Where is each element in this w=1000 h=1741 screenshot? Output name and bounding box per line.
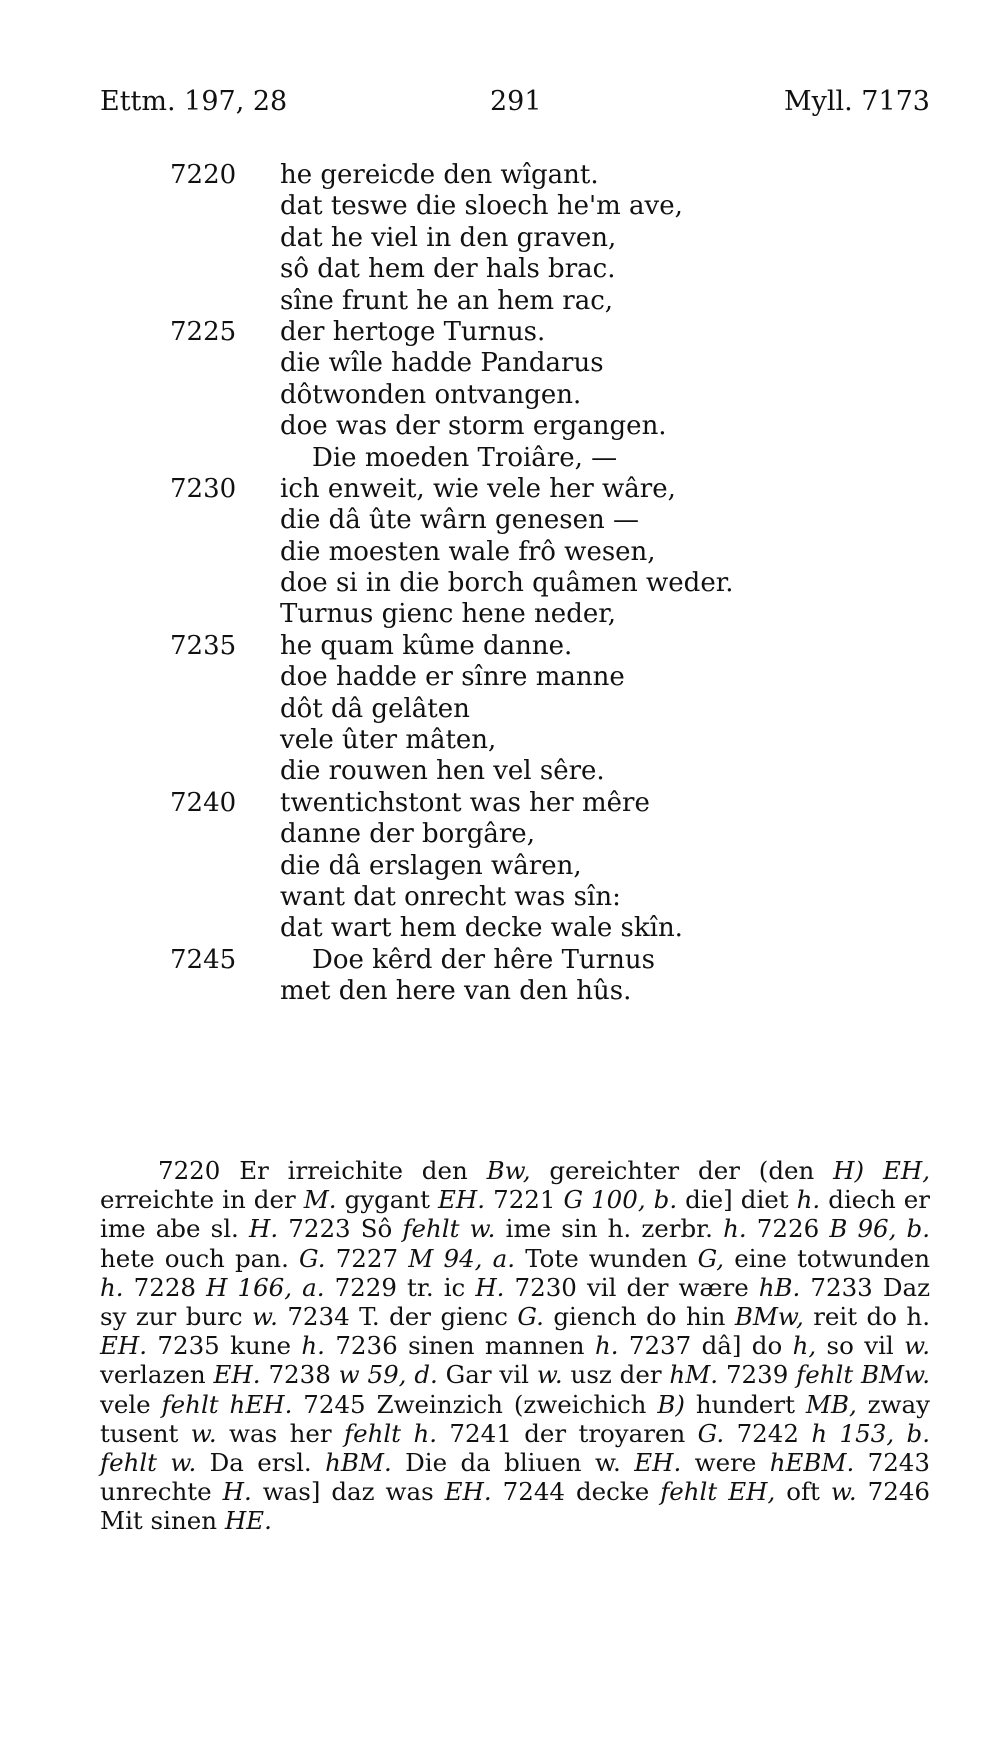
line-number: 7230: [170, 473, 237, 504]
note-text: die] diet: [677, 1185, 797, 1215]
verse-line: [170, 756, 830, 787]
note-text: 7229 tr. ic: [324, 1272, 476, 1302]
siglum: w.: [904, 1331, 930, 1361]
siglum: H): [833, 1156, 865, 1185]
siglum: hB.: [758, 1272, 801, 1302]
verse-line: [170, 505, 830, 536]
verse-line: [170, 725, 830, 756]
note-text: usz der: [562, 1360, 670, 1390]
siglum: fehlt w.: [402, 1214, 496, 1244]
note-text: so vil: [816, 1331, 905, 1361]
siglum: fehlt BMw.: [796, 1360, 930, 1390]
note-text: 7235 kune: [147, 1331, 302, 1361]
verse-line: [170, 882, 830, 913]
note-text: oft: [775, 1477, 831, 1507]
siglum: G.: [517, 1302, 544, 1332]
note-text: 7242: [724, 1418, 812, 1448]
note-text: 7228: [123, 1272, 207, 1302]
siglum: h,: [792, 1331, 817, 1361]
line-number: 7240: [170, 787, 237, 818]
variant-notes: [100, 1156, 930, 1536]
siglum: hM.: [669, 1360, 719, 1390]
siglum: B): [657, 1389, 685, 1419]
siglum: h 153, b.: [811, 1418, 930, 1448]
note-text: reit do h.: [803, 1302, 931, 1332]
note-text: 7234 T. der gienc: [277, 1302, 518, 1332]
siglum: B 96, b.: [829, 1214, 931, 1244]
note-text: Gar vil: [437, 1360, 537, 1390]
siglum: h.: [796, 1185, 821, 1215]
note-text: gereichter der (den: [530, 1156, 834, 1185]
verse-line: [170, 160, 830, 191]
verse-text: Doe kêrd der hêre Turnus: [312, 944, 655, 975]
line-number: 7220: [170, 160, 237, 190]
note-text: verlazen: [100, 1360, 214, 1390]
verse-text: die wîle hadde Pandarus: [280, 348, 604, 379]
note-text: 7245 Zweinzich (zweichich: [292, 1389, 658, 1419]
siglum: M 94, a.: [408, 1243, 516, 1273]
verse-line: [170, 474, 830, 505]
siglum: w.: [252, 1302, 278, 1332]
verse-text: die moesten wale frô wesen,: [280, 536, 656, 567]
poem-text: [170, 160, 830, 1008]
siglum: G.: [697, 1418, 725, 1448]
verse-text: sîne frunt he an hem rac,: [280, 285, 614, 316]
note-text: 7221: [485, 1185, 564, 1215]
note-text: zway tusent: [100, 1389, 930, 1448]
siglum: fehlt EH,: [660, 1477, 776, 1507]
verse-text: twentichstont was her mêre: [280, 787, 650, 818]
line-number: 7245: [170, 944, 237, 975]
note-text: 7237 dâ] do: [618, 1331, 793, 1361]
line-number: 7225: [170, 316, 237, 347]
note-text: 7236 sinen mannen: [324, 1331, 595, 1361]
siglum: M.: [303, 1185, 337, 1215]
note-text: were: [681, 1448, 770, 1478]
line-number: 7235: [170, 630, 237, 661]
verse-line: [170, 223, 830, 254]
note-text: erreichte in der: [100, 1185, 304, 1215]
verse-line: [170, 599, 830, 630]
note-text: gygant: [336, 1185, 439, 1215]
siglum: EH.: [100, 1331, 148, 1361]
header-left-reference: Ettm. 197, 28: [100, 86, 288, 117]
note-text: ime sin h. zerbr.: [495, 1214, 724, 1244]
siglum: hEBM.: [769, 1448, 855, 1478]
siglum: EH.: [444, 1477, 492, 1507]
siglum: hBM.: [325, 1448, 392, 1478]
verse-text: doe si in die borch quâmen weder.: [280, 568, 734, 599]
header-right-reference: Myll. 7173: [783, 86, 930, 117]
siglum: G 100, b.: [563, 1185, 678, 1215]
siglum: Bw,: [486, 1156, 531, 1185]
siglum: EH.: [634, 1448, 682, 1478]
siglum: h.: [301, 1331, 325, 1361]
verse-text: Turnus gienc hene neder,: [280, 599, 617, 630]
verse-line: [170, 945, 830, 976]
note-text: 7246 Mit sinen: [100, 1477, 931, 1536]
note-text: hundert: [684, 1389, 806, 1419]
siglum: BMw,: [734, 1302, 804, 1332]
verse-text: dat he viel in den graven,: [280, 222, 617, 253]
critical-apparatus: [100, 1156, 930, 1536]
siglum: fehlt hEH.: [161, 1389, 293, 1419]
verse-line: [170, 254, 830, 285]
verse-text: dôtwonden ontvangen.: [280, 379, 582, 410]
note-text: vele: [100, 1389, 162, 1419]
verse-line: [170, 317, 830, 348]
siglum: h.: [100, 1272, 124, 1302]
verse-line: [170, 976, 830, 1007]
verse-text: want dat onrecht was sîn:: [280, 881, 621, 912]
siglum: EH.: [213, 1360, 261, 1390]
note-text: 7226: [746, 1214, 830, 1244]
note-text: 7233 Daz sy zur burc: [100, 1272, 930, 1332]
siglum: G,: [697, 1243, 725, 1273]
note-text: 7230 vil der wære: [504, 1272, 759, 1302]
verse-line: [170, 537, 830, 568]
verse-line: [170, 819, 830, 850]
note-text: eine totwunden: [724, 1243, 931, 1273]
verse-line: [170, 348, 830, 379]
note-text: 7223 Sô: [278, 1214, 403, 1244]
verse-line: [170, 286, 830, 317]
note-text: 7238: [260, 1360, 339, 1390]
verse-text: sô dat hem der hals brac.: [280, 254, 616, 285]
verse-text: der hertoge Turnus.: [280, 316, 546, 347]
siglum: w.: [536, 1360, 563, 1390]
verse-line: [170, 788, 830, 819]
siglum: H 166, a.: [206, 1272, 325, 1302]
note-text: 7244 decke: [491, 1477, 661, 1507]
note-text: 7239: [718, 1360, 797, 1390]
verse-text: dat teswe die sloech he'm ave,: [280, 191, 683, 222]
note-text: diech er ime abe sl.: [100, 1185, 931, 1244]
siglum: EH.: [438, 1185, 486, 1215]
note-text: [864, 1156, 883, 1185]
verse-line: [170, 631, 830, 662]
siglum: H.: [222, 1477, 252, 1507]
siglum: G.: [299, 1243, 326, 1273]
verse-line: [170, 443, 830, 474]
siglum: w 59, d.: [338, 1360, 438, 1390]
running-header: [100, 86, 930, 126]
verse-line: [170, 662, 830, 693]
verse-text: die dâ ûte wârn genesen —: [280, 505, 639, 536]
page-number: 291: [490, 86, 542, 117]
note-text: was] daz was: [251, 1477, 445, 1507]
verse-line: [170, 568, 830, 599]
verse-line: [170, 380, 830, 411]
note-text: 7220 Er irreichite den: [158, 1156, 487, 1185]
siglum: fehlt w.: [100, 1448, 197, 1478]
verse-text: he quam kûme danne.: [280, 630, 573, 661]
siglum: h.: [594, 1331, 619, 1361]
note-text: 7241 der troyaren: [437, 1418, 698, 1448]
verse-text: dôt dâ gelâten: [280, 693, 470, 724]
verse-text: doe hadde er sînre manne: [280, 662, 625, 693]
siglum: HE.: [224, 1506, 272, 1536]
siglum: h.: [723, 1214, 747, 1244]
verse-text: vele ûter mâten,: [280, 725, 497, 756]
note-text: giench do hin: [543, 1302, 735, 1332]
note-text: Die da bliuen w.: [391, 1448, 635, 1478]
verse-text: Die moeden Troiâre, —: [312, 442, 618, 473]
verse-line: [170, 694, 830, 725]
note-text: was her: [216, 1418, 344, 1448]
verse-text: die dâ erslagen wâren,: [280, 850, 582, 881]
verse-text: danne der borgâre,: [280, 819, 535, 850]
note-text: Da ersl.: [196, 1448, 326, 1478]
siglum: H.: [475, 1272, 505, 1302]
siglum: w.: [830, 1477, 857, 1507]
verse-text: ich enweit, wie vele her wâre,: [280, 473, 676, 504]
siglum: w.: [190, 1418, 217, 1448]
verse-line: [170, 913, 830, 944]
verse-text: doe was der storm ergangen.: [280, 411, 667, 442]
note-text: Tote wunden: [515, 1243, 698, 1273]
note-text: hete ouch pan.: [100, 1243, 300, 1273]
note-text: 7227: [325, 1243, 409, 1273]
verse-line: [170, 851, 830, 882]
verse-text: die rouwen hen vel sêre.: [280, 756, 605, 787]
verse-text: met den here van den hûs.: [280, 976, 632, 1007]
verse-line: [170, 191, 830, 222]
siglum: MB,: [805, 1389, 857, 1419]
verse-text: dat wart hem decke wale skîn.: [280, 913, 683, 944]
siglum: H.: [248, 1214, 279, 1244]
verse-line: [170, 411, 830, 442]
verse-text: he gereicde den wîgant.: [280, 160, 599, 190]
siglum: EH,: [882, 1156, 931, 1185]
siglum: fehlt h.: [344, 1418, 438, 1448]
note-text: 7243 unrechte: [100, 1448, 930, 1507]
